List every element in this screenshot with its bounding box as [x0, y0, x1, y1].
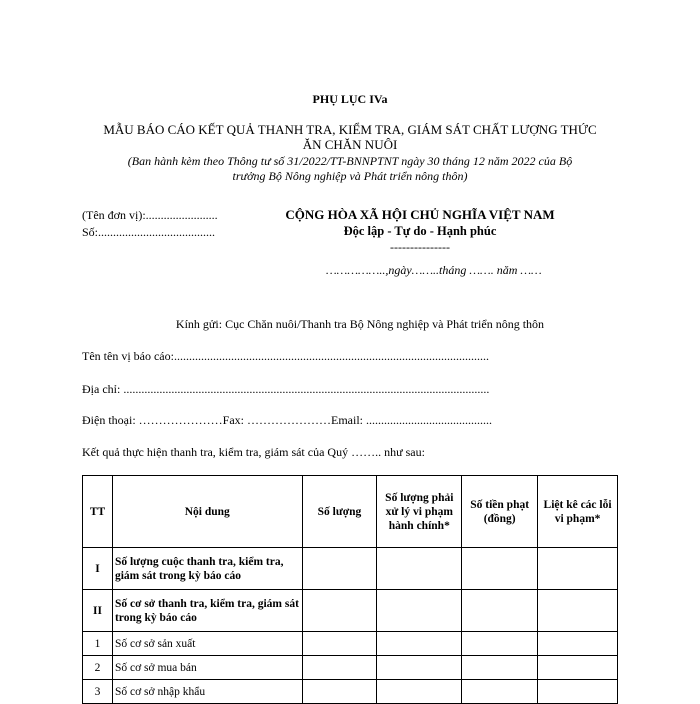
fine-cell	[462, 632, 538, 656]
issuance-note-line1: (Ban hành kèm theo Thông tư số 31/2022/TT-BNNPTNT ngày 30 tháng 12 năm 2022 của Bộ	[127, 154, 573, 168]
header-errors: Liệt kê các lỗi vi phạm*	[538, 476, 618, 548]
penalized-cell	[377, 548, 462, 590]
row-content: Số cơ sở mua bán	[112, 656, 302, 680]
results-intro: Kết quả thực hiện thanh tra, kiểm tra, giám sát của Quý …….. như sau:	[82, 445, 425, 459]
row-content: Số cơ sở nhập khẩu	[112, 680, 302, 704]
fine-cell	[462, 548, 538, 590]
table-row	[83, 548, 618, 590]
table-header-row	[83, 476, 618, 548]
table-row	[83, 656, 618, 680]
header-tt: TT	[83, 476, 113, 548]
quantity-cell	[302, 548, 377, 590]
errors-cell	[538, 548, 618, 590]
row-tt: 2	[83, 656, 113, 680]
national-name: CỘNG HÒA XÃ HỘI CHỦ NGHĨA VIỆT NAM	[285, 207, 555, 222]
header-fine: Số tiền phạt (đồng)	[462, 476, 538, 548]
report-title-line2: ĂN CHĂN NUÔI	[302, 137, 398, 152]
sender-unit: (Tên đơn vị):........................	[82, 208, 218, 222]
report-title-line1: MẪU BÁO CÁO KẾT QUẢ THANH TRA, KIỂM TRA, GIÁM SÁT CHẤT LƯỢNG THỨC	[103, 122, 597, 137]
quantity-cell	[302, 632, 377, 656]
document-number: Số:.......................................	[82, 225, 216, 239]
greeting: Kính gửi: Cục Chăn nuôi/Thanh tra Bộ Nông nghiệp và Phát triển nông thôn	[175, 317, 545, 331]
row-content: Số cơ sở thanh tra, kiểm tra, giám sát trong kỳ báo cáo	[112, 590, 302, 632]
reporter-name-field: Tên tên vị báo cáo:.........................................................................................................	[82, 349, 489, 363]
fine-cell	[462, 656, 538, 680]
penalized-cell	[377, 590, 462, 632]
errors-cell	[538, 590, 618, 632]
quantity-cell	[302, 656, 377, 680]
errors-cell	[538, 656, 618, 680]
address-field: Địa chỉ: ..........................................................................................................................	[82, 382, 490, 396]
fine-cell	[462, 590, 538, 632]
penalized-cell	[377, 656, 462, 680]
national-motto: Độc lập - Tự do - Hạnh phúc	[343, 224, 497, 238]
penalized-cell	[377, 632, 462, 656]
contact-field: Điện thoại: …………………Fax: …………………Email: ..........................................	[82, 413, 492, 427]
row-tt: 1	[83, 632, 113, 656]
row-tt: II	[83, 590, 113, 632]
row-tt: 3	[83, 680, 113, 704]
issuance-note-line2: trưởng Bộ Nông nghiệp và Phát triển nông thôn)	[232, 169, 468, 183]
results-table	[82, 475, 618, 704]
row-content: Số lượng cuộc thanh tra, kiểm tra, giám sát trong kỳ báo cáo	[112, 548, 302, 590]
header-content: Nội dung	[112, 476, 302, 548]
appendix-title: PHỤ LỤC IVa	[312, 92, 388, 106]
motto-separator: ---------------	[390, 240, 450, 254]
table-row	[83, 632, 618, 656]
row-tt: I	[83, 548, 113, 590]
date-line: ……………..,ngày……..tháng ……. năm ……	[326, 263, 542, 277]
table-row	[83, 590, 618, 632]
header-quantity: Số lượng	[302, 476, 377, 548]
header-penalized: Số lượng phải xử lý vi phạm hành chính*	[377, 476, 462, 548]
quantity-cell	[302, 590, 377, 632]
row-content: Số cơ sở sản xuất	[112, 632, 302, 656]
errors-cell	[538, 632, 618, 656]
